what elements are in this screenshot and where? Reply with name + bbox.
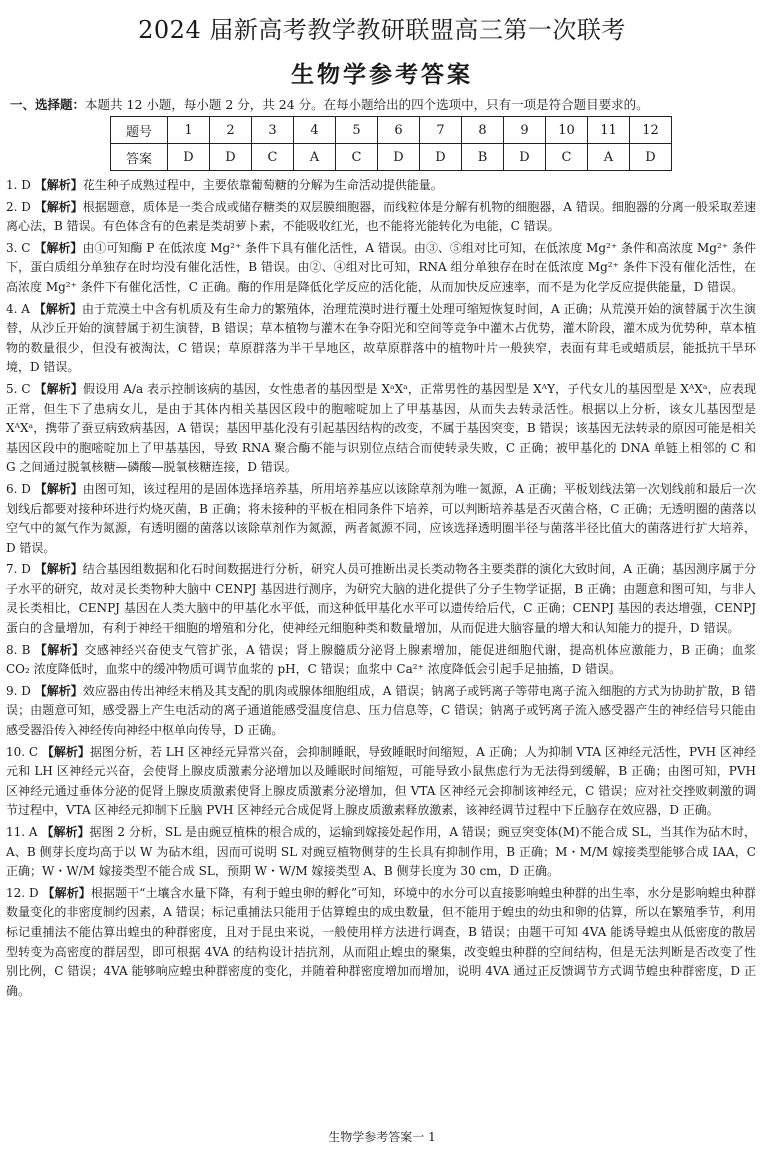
- list-item: [6, 560, 756, 638]
- item-tag: 【解析】: [34, 240, 83, 255]
- table-row-header: 题号: [111, 117, 168, 144]
- item-text: 据图分析，若 LH 区神经元异常兴奋，会抑制睡眠，导致睡眠时间缩短，A 正确；人为抑制 VTA 区神经元活性，PVH 区神经元和 LH 区神经元兴奋，会使肾上腺皮质激素分泌增加以及睡眠时间缩短，可能导致小鼠焦虑行为无法得到缓解，B 正确；由图可知，PVH 区神经元通过垂体分泌的促肾上腺皮质激素使肾上腺皮质激素分泌增加，但 VTA 区神经元会抑制该神经元，C 错误；应对社交挫败刺激的调节过程中，VTA 区神经元抑制下丘脑 PVH 区神经元合成促肾上腺皮质激素释放激素，该神经调节过程中下丘脑存在效应器，D 正确。: [6, 744, 756, 818]
- item-text: 由于荒漠土中含有机质及有生命力的繁殖体，治理荒漠时进行覆土处理可缩短恢复时间，A 正确；从荒漠开始的演替属于次生演替，从沙丘开始的演替属于初生演替，B 错误；草本植物与灌木在争夺阳光和空间等竞争中灌木占优势，灌木阶段，灌木成为优势种，草本植物的数量很少，但没有被淘汰，C 错误；草原群落为半干旱地区，故草原群落中的植物叶片一般狭窄，表面有茸毛或蜡质层，能抵抗干旱环境，D 错误。: [6, 301, 756, 375]
- answer-cell: D: [630, 144, 672, 171]
- list-item: [6, 380, 756, 478]
- item-text: 结合基因组数据和化石时间数据进行分析，研究人员可推断出灵长类动物各主要类群的演化大致时间，A 正确；基因测序属于分子水平的研究，故对灵长类物种大脑中 CENPJ 基因进行测序，为研究大脑的进化提供了分子生物学证据，B 正确；由题意和图可知，与非人灵长类相比，CENPJ 基因在人类大脑中的甲基化水平低，而这种低甲基化水平可以遗传给后代，C 正确；CENPJ 基因的表达增强，CENPJ 蛋白的含量增加，有利于神经干细胞的增殖和分化，使神经元细胞种类和数量增加，从而促进大脑容量的增大和认知能力的提升，D 错误。: [6, 562, 756, 636]
- table-row-header: 答案: [111, 144, 168, 171]
- answer-cell: A: [294, 144, 336, 171]
- question-number-cell: 5: [336, 117, 378, 144]
- item-number: 8. B: [6, 642, 31, 657]
- answer-cell: D: [168, 144, 210, 171]
- item-text: 由①可知酶 P 在低浓度 Mg²⁺ 条件下具有催化活性，A 错误。由③、⑤组对比可知，在低浓度 Mg²⁺ 条件和高浓度 Mg²⁺ 条件下，蛋白质组分单独存在时均没有催化活性，B 错误。由②、④组对比可知，RNA 组分单独存在时在低浓度 Mg²⁺ 条件下没有催化活性，在高浓度 Mg²⁺ 条件下有催化活性，C 正确。酶的作用是降低化学反应的活化能，从而加快反应速率，而不是为化学反应提供能量，D 错误。: [6, 240, 756, 294]
- item-number: 11. A: [6, 825, 38, 839]
- item-text: 花生种子成熟过程中，主要依靠葡萄糖的分解为生命活动提供能量。: [82, 178, 443, 192]
- item-number: 12. D: [6, 885, 39, 900]
- item-tag: 【解析】: [42, 885, 91, 900]
- item-number: 1. D: [6, 178, 31, 192]
- item-tag: 【解析】: [41, 825, 90, 839]
- answer-cell: D: [504, 144, 546, 171]
- item-tag: 【解析】: [34, 199, 83, 214]
- section-heading: [10, 95, 760, 113]
- list-item: [6, 682, 756, 741]
- item-tag: 【解析】: [34, 683, 83, 698]
- question-number-cell: 12: [630, 117, 672, 144]
- answer-cell: D: [420, 144, 462, 171]
- item-number: 3. C: [6, 240, 31, 255]
- section-instruction: 本题共 12 小题，每小题 2 分，共 24 分。在每小题给出的四个选项中，只有一项是符合题目要求的。: [85, 97, 649, 112]
- question-number-cell: 11: [588, 117, 630, 144]
- answer-cell: B: [462, 144, 504, 171]
- list-item: [6, 480, 756, 558]
- document-title: 生物学参考答案: [291, 62, 473, 88]
- item-tag: 【解析】: [34, 381, 84, 396]
- list-item: [6, 884, 756, 1002]
- answer-cell: C: [546, 144, 588, 171]
- list-item: [6, 198, 756, 237]
- question-number-row: [111, 117, 672, 144]
- list-item: [6, 239, 756, 298]
- list-item: [6, 641, 756, 680]
- item-text: 假设用 A/a 表示控制该病的基因，女性患者的基因型是 XᵃXᵃ，正常男性的基因型是 XᴬY，子代女儿的基因型是 XᴬXᵃ，应表现正常，但生下了患病女儿，是由于其体内相关基因区段中的胞嘧啶加上了甲基基因，从而失去转录活性。根据以上分析，该女儿基因型是 XᴬXᵃ，携带了蚕豆病致病基因，A 错误；基因甲基化没有引起基因结构的改变，不属于基因突变，B 错误；该基因无法转录的原因可能是相关基因区段中的胞嘧啶加上了甲基基因，导致 RNA 聚合酶不能与识别位点结合而使转录失败，C 正确；被甲基化的 DNA 单链上相邻的 C 和 G 之间通过脱氧核糖—磷酸—脱氧核糖连接，D 错误。: [6, 381, 756, 475]
- answer-cell: D: [378, 144, 420, 171]
- item-text: 根据题干“土壤含水量下降，有利于蝗虫卵的孵化”可知，环境中的水分可以直接影响蝗虫种群的出生率，水分是影响蝗虫种群数量变化的非密度制约因素，A 错误；标记重捕法只能用于估算蝗虫的成虫数量，但不能用于蝗虫的幼虫和卵的估算，所以在繁殖季节，利用标记重捕法不能估算出蝗虫的种群密度，且对于昆虫来说，一般使用样方法进行调查，B 错误；由题干可知 4VA 能诱导蝗虫从低密度的散居型转变为高密度的群居型，即可根据 4VA 的结构设计拮抗剂，从而阻止蝗虫的聚集，改变蝗虫种群的空间结构，但是无法判断是否改变了性别比例，C 错误；4VA 能够响应蝗虫种群密度的变化，并随着种群密度增加而增加，说明 4VA 通过正反馈调节方式调节蝗虫种群密度，D 正确。: [6, 885, 756, 998]
- page-footer: 生物学参考答案一 1: [328, 1130, 436, 1144]
- exam-title: 2024 届新高考教学教研联盟高三第一次联考: [138, 16, 626, 44]
- question-number-cell: 1: [168, 117, 210, 144]
- item-tag: 【解析】: [34, 562, 83, 577]
- item-tag: 【解析】: [34, 481, 83, 496]
- item-text: 据图 2 分析，SL 是由豌豆植株的根合成的，运输到嫁接处起作用，A 错误；豌豆突变体(M)不能合成 SL，当其作为砧木时，A、B 侧芽长度均高于以 W 为砧木组，因而可说明 SL 对豌豆植物侧芽的生长具有抑制作用，B 正确；M・M/M 嫁接类型能够合成 IAA，C 正确；W・W/M 嫁接类型不能合成 SL，预期 W・W/M 嫁接类型 A、B 侧芽长度为 30 cm，D 正确。: [6, 825, 756, 879]
- question-number-cell: 6: [378, 117, 420, 144]
- section-label: 一、选择题：: [10, 97, 86, 112]
- item-number: 9. D: [6, 683, 31, 698]
- question-number-cell: 8: [462, 117, 504, 144]
- item-text: 由图可知，该过程用的是固体选择培养基，所用培养基应以该除草剂为唯一氮源，A 正确；平板划线法第一次划线前和最后一次划线后都要对接种环进行灼烧灭菌，B 正确；将未接种的平板在相同条件下培养，可以判断培养基是否灭菌合格，C 正确；无透明圈的菌落以空气中的氮气作为氮源，有透明圈的菌落以该除草剂作为氮源，两者氮源不同，应该选择透明圈半径与菌落半径比值大的菌落进行扩大培养，D 错误。: [6, 481, 756, 555]
- item-number: 2. D: [6, 199, 31, 214]
- item-tag: 【解析】: [33, 301, 82, 316]
- item-number: 4. A: [6, 301, 30, 316]
- item-number: 6. D: [6, 481, 31, 496]
- answer-cell: A: [588, 144, 630, 171]
- question-number-cell: 3: [252, 117, 294, 144]
- question-number-cell: 2: [210, 117, 252, 144]
- explanation-list: [6, 176, 756, 1003]
- list-item: [6, 823, 756, 882]
- item-text: 效应器由传出神经末梢及其支配的肌肉或腺体细胞组成，A 错误；钠离子或钙离子等带电离子流入细胞的方式为协助扩散，B 错误；由题意可知，感受器上产生电活动的离子通道能感受温度信息、压力信息等，C 错误；钠离子或钙离子流入感受器产生的神经信号只能由感受器沿传入神经传向神经中枢单向传导，D 正确。: [6, 683, 756, 738]
- list-item: [6, 300, 756, 378]
- question-number-cell: 7: [420, 117, 462, 144]
- item-tag: 【解析】: [41, 744, 90, 759]
- answer-cell: C: [336, 144, 378, 171]
- item-number: 7. D: [6, 562, 31, 577]
- item-tag: 【解析】: [34, 642, 85, 657]
- item-number: 5. C: [6, 381, 31, 396]
- item-text: 交感神经兴奋使支气管扩张，A 错误；肾上腺髓质分泌肾上腺素增加，能促进细胞代谢，提高机体应激能力，B 正确；血浆 CO₂ 浓度降低时，血浆中的缓冲物质可调节血浆的 pH，C 错误；血浆中 Ca²⁺ 浓度降低会引起手足抽搐，D 错误。: [6, 642, 756, 677]
- answer-table: [110, 116, 672, 171]
- answer-cell: D: [210, 144, 252, 171]
- list-item: [6, 743, 756, 821]
- answer-row: [111, 144, 672, 171]
- list-item: [6, 176, 756, 196]
- item-number: 10. C: [6, 744, 39, 759]
- answer-cell: C: [252, 144, 294, 171]
- question-number-cell: 10: [546, 117, 588, 144]
- item-tag: 【解析】: [34, 178, 83, 192]
- item-text: 根据题意，质体是一类合成或储存糖类的双层膜细胞器，而线粒体是分解有机物的细胞器，A 错误。细胞器的分离一般采取差速离心法，B 错误。有色体含有的色素是类胡萝卜素，不能吸收红光，也不能将光能转化为电能，C 错误。: [6, 199, 756, 234]
- question-number-cell: 9: [504, 117, 546, 144]
- question-number-cell: 4: [294, 117, 336, 144]
